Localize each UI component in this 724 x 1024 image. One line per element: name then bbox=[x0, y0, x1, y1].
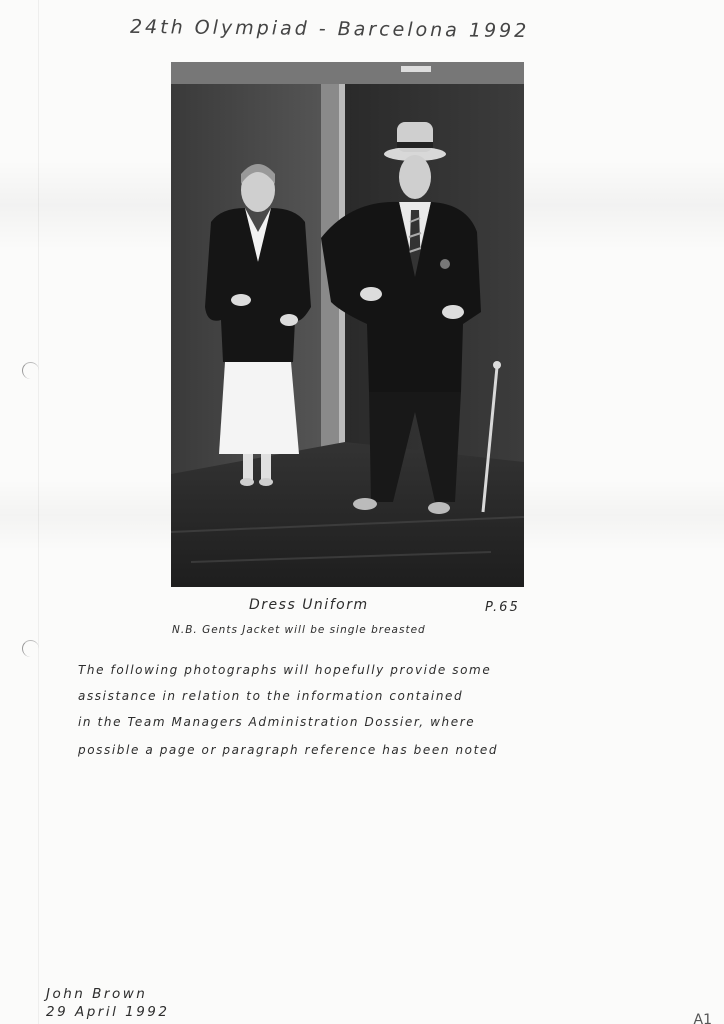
uniform-photo-image bbox=[171, 62, 524, 587]
paragraph-line: in the Team Managers Administration Dossier, where bbox=[78, 715, 476, 729]
photo-caption: Dress Uniform bbox=[249, 597, 369, 613]
page-title: 24th Olympiad - Barcelona 1992 bbox=[129, 15, 530, 43]
photo-note: N.B. Gents Jacket will be single breasted bbox=[172, 624, 426, 636]
punch-hole bbox=[22, 362, 39, 379]
paragraph-line: assistance in relation to the information contained bbox=[78, 689, 464, 703]
paragraph-line: The following photographs will hopefully provide some bbox=[78, 663, 492, 677]
margin-line bbox=[38, 0, 39, 1024]
signature-date: 29 April 1992 bbox=[46, 1004, 170, 1020]
punch-hole bbox=[22, 640, 39, 657]
paragraph-line: possible a page or paragraph reference has been noted bbox=[78, 743, 499, 757]
signature-name: John Brown bbox=[46, 986, 148, 1002]
page-reference: P.65 bbox=[485, 600, 520, 615]
corner-mark: A1 bbox=[693, 1012, 712, 1024]
uniform-photo bbox=[171, 62, 524, 587]
